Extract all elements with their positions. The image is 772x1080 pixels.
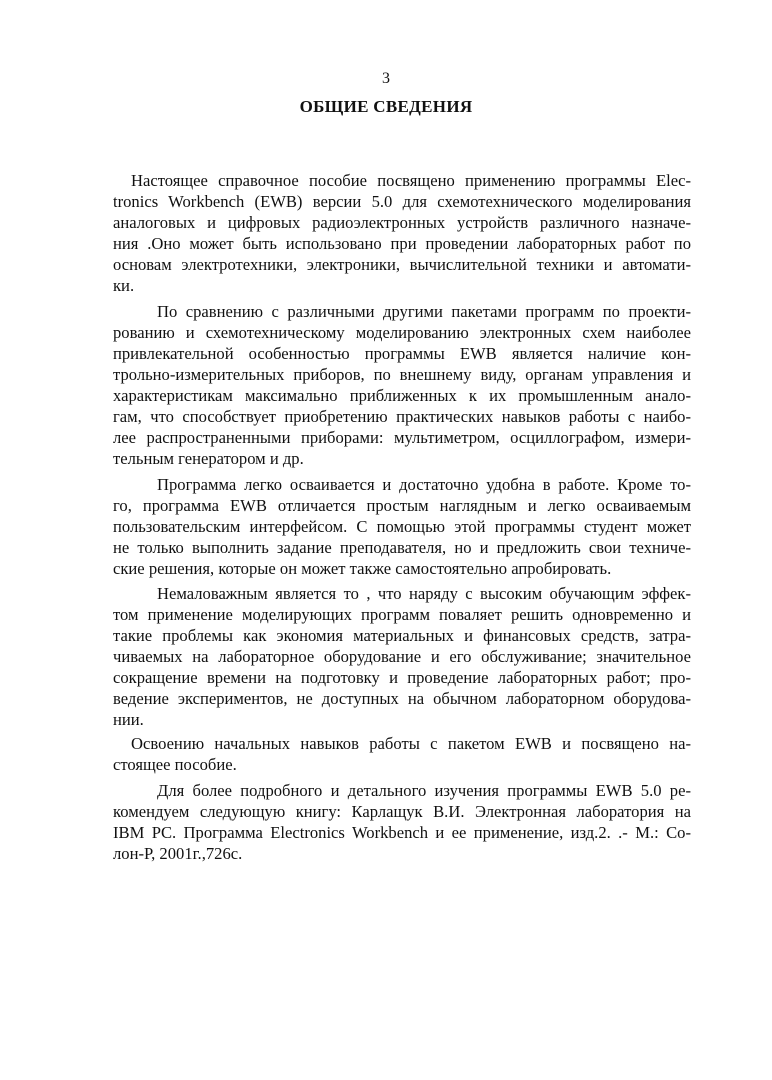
text-line: чиваемых на лабораторное оборудование и его обслуживание; значительное xyxy=(113,647,691,666)
page-number: 3 xyxy=(382,70,390,87)
text-line: такие проблемы как экономия материальных и финансовых средств, затра- xyxy=(113,626,691,645)
text-line: рованию и схемотехническому моделированию электронных схем наиболее xyxy=(113,323,691,342)
text-line: Освоению начальных навыков работы с пакетом EWB и посвящено на- xyxy=(131,734,691,753)
text-line: лее распространенными приборами: мультиметром, осциллографом, измери- xyxy=(113,428,691,447)
paragraph xyxy=(113,583,691,730)
text-line: IBM PC. Программа Electronics Workbench и ее применение, изд.2. .- М.: Со- xyxy=(113,823,691,842)
text-line: tronics Workbench (EWB) версии 5.0 для схемотехнического моделирования xyxy=(113,192,691,211)
text-line: трольно-измерительных приборов, по внешнему виду, органам управления и xyxy=(113,365,691,384)
text-line: гам, что способствует приобретению практических навыков работы с наибо- xyxy=(113,407,691,426)
text-line: По сравнению с различными другими пакетами программ по проекти- xyxy=(157,302,691,321)
text-line: стоящее пособие. xyxy=(113,755,237,774)
paragraph xyxy=(113,301,691,469)
text-line: том применение моделирующих программ поваляет решить одновременно и xyxy=(113,605,691,624)
paragraph xyxy=(113,780,691,864)
text-line: пользовательским интерфейсом. С помощью этой программы студент может xyxy=(113,517,691,536)
text-line: Немаловажным является то , что наряду с высоким обучающим эффек- xyxy=(157,584,691,603)
text-line: Программа легко осваивается и достаточно удобна в работе. Кроме то- xyxy=(157,475,691,494)
text-line: не только выполнить задание преподавателя, но и предложить свои техниче- xyxy=(113,538,691,557)
text-line: привлекательной особенностью программы EWB является наличие кон- xyxy=(113,344,691,363)
paragraph xyxy=(113,733,691,775)
text-line: основам электротехники, электроники, вычислительной техники и автомати- xyxy=(113,255,691,274)
paragraph xyxy=(113,170,691,296)
text-line: тельным генератором и др. xyxy=(113,449,304,468)
text-line: комендуем следующую книгу: Карлащук В.И. Электронная лаборатория на xyxy=(113,802,691,821)
text-line: ские решения, которые он может также самостоятельно апробировать. xyxy=(113,559,612,578)
text-line: ведение экспериментов, не доступных на обычном лабораторном оборудова- xyxy=(113,689,691,708)
text-line: ния .Оно может быть использовано при проведении лабораторных работ по xyxy=(113,234,691,253)
text-line: нии. xyxy=(113,710,144,729)
text-line: Настоящее справочное пособие посвящено применению программы Elec- xyxy=(131,171,691,190)
text-line: лон-Р, 2001г.,726с. xyxy=(113,844,243,863)
text-line: характеристикам максимально приближенных к их промышленным анало- xyxy=(113,386,691,405)
text-line: ки. xyxy=(113,276,135,295)
text-line: аналоговых и цифровых радиоэлектронных устройств различного назначе- xyxy=(113,213,691,232)
paragraph xyxy=(113,474,691,579)
text-line: сокращение времени на подготовку и проведение лабораторных работ; про- xyxy=(113,668,691,687)
page-title: ОБЩИЕ СВЕДЕНИЯ xyxy=(299,97,473,116)
text-line: го, программа EWB отличается простым наглядным и легко осваиваемым xyxy=(113,496,691,515)
text-line: Для более подробного и детального изучения программы EWB 5.0 ре- xyxy=(157,781,691,800)
